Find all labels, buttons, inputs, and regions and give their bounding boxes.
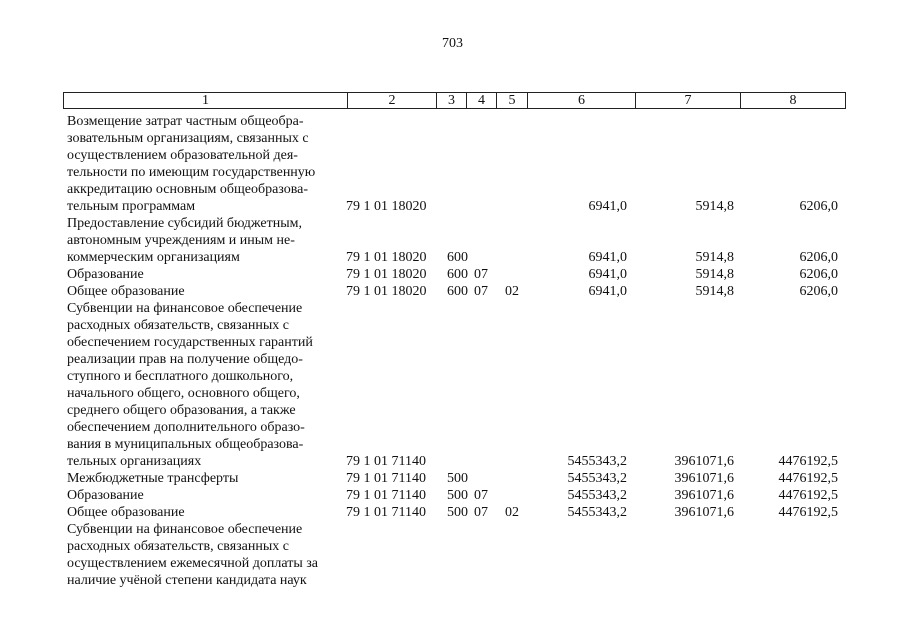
row-name-line: обеспечением государственных гарантий: [67, 335, 313, 350]
row-name-line: тельных организациях: [67, 454, 202, 469]
row-name-line: начального общего, основного общего,: [67, 386, 300, 401]
amount-year1-cell: 5455343,2: [567, 471, 627, 486]
row-name-line: коммерческим организациям: [67, 250, 240, 265]
row-name: [67, 215, 337, 266]
column-header-2: 2: [347, 93, 436, 108]
table-header: [63, 92, 846, 109]
amount-year1-cell: 6941,0: [588, 199, 627, 214]
row-name-line: тельным программам: [67, 199, 196, 214]
amount-year3-cell: 4476192,5: [778, 488, 838, 503]
row-name-line: расходных обязательств, связанных с: [67, 539, 289, 554]
code-cell: 79 1 01 18020: [346, 199, 427, 214]
row-name-line: Субвенции на финансовое обеспечение: [67, 301, 303, 316]
code-cell: 79 1 01 71140: [346, 488, 426, 503]
amount-year3-cell: 6206,0: [799, 267, 838, 282]
row-name-line: расходных обязательств, связанных с: [67, 318, 289, 333]
row-name-line: Образование: [67, 267, 144, 282]
column-header-4: 4: [466, 93, 496, 108]
row-name: [67, 283, 337, 300]
row-name: [67, 266, 337, 283]
row-name: [67, 521, 337, 589]
row-name-line: Общее образование: [67, 284, 185, 299]
row-name-line: зовательным организациям, связанных с: [67, 131, 309, 146]
row-name-line: Межбюджетные трансферты: [67, 471, 239, 486]
section-cell: 07: [474, 505, 488, 520]
row-name: [67, 504, 337, 521]
row-name-line: аккредитацию основным общеобразова-: [67, 182, 309, 197]
column-header-3: 3: [436, 93, 466, 108]
code-cell: 79 1 01 71140: [346, 471, 426, 486]
row-name-line: Субвенции на финансовое обеспечение: [67, 522, 303, 537]
amount-year3-cell: 6206,0: [799, 284, 838, 299]
expense-type-cell: 500: [447, 488, 468, 503]
expense-type-cell: 600: [447, 284, 468, 299]
row-name-line: осуществлением ежемесячной доплаты за: [67, 556, 318, 571]
expense-type-cell: 500: [447, 505, 468, 520]
amount-year3-cell: 4476192,5: [778, 454, 838, 469]
section-cell: 07: [474, 284, 488, 299]
column-header-1: 1: [202, 93, 209, 108]
amount-year1-cell: 6941,0: [588, 284, 627, 299]
row-name-line: Предоставление субсидий бюджетным,: [67, 216, 303, 231]
expense-type-cell: 500: [447, 471, 468, 486]
expense-type-cell: 600: [447, 250, 468, 265]
expense-type-cell: 600: [447, 267, 468, 282]
row-name-line: среднего общего образования, а также: [67, 403, 296, 418]
amount-year3-cell: 4476192,5: [778, 505, 838, 520]
row-name-line: вания в муниципальных общеобразова-: [67, 437, 304, 452]
row-name-line: Образование: [67, 488, 144, 503]
row-name-line: ступного и бесплатного дошкольного,: [67, 369, 294, 384]
section-cell: 07: [474, 488, 488, 503]
amount-year1-cell: 6941,0: [588, 250, 627, 265]
amount-year3-cell: 6206,0: [799, 199, 838, 214]
amount-year2-cell: 5914,8: [695, 267, 734, 282]
amount-year3-cell: 4476192,5: [778, 471, 838, 486]
amount-year1-cell: 6941,0: [588, 267, 627, 282]
amount-year2-cell: 3961071,6: [674, 488, 734, 503]
row-name-line: автономным учреждениям и иным не-: [67, 233, 295, 248]
section-cell: 07: [474, 267, 488, 282]
code-cell: 79 1 01 18020: [346, 284, 427, 299]
amount-year2-cell: 5914,8: [695, 250, 734, 265]
row-name-line: наличие учёной степени кандидата наук: [67, 573, 307, 588]
row-name-line: тельности по имеющим государственную: [67, 165, 316, 180]
row-name-line: осуществлением образовательной дея-: [67, 148, 298, 163]
row-name-line: обеспечением дополнительного образо-: [67, 420, 305, 435]
column-header-5: 5: [496, 93, 527, 108]
column-header-7: 7: [635, 93, 740, 108]
code-cell: 79 1 01 71140: [346, 505, 426, 520]
amount-year1-cell: 5455343,2: [567, 454, 627, 469]
subsection-cell: 02: [505, 505, 519, 520]
page-number: 703: [442, 36, 463, 51]
row-name-line: Возмещение затрат частным общеобра-: [67, 114, 304, 129]
amount-year2-cell: 3961071,6: [674, 454, 734, 469]
code-cell: 79 1 01 18020: [346, 250, 427, 265]
row-name: [67, 113, 337, 215]
code-cell: 79 1 01 18020: [346, 267, 427, 282]
code-cell: 79 1 01 71140: [346, 454, 426, 469]
amount-year2-cell: 5914,8: [695, 199, 734, 214]
column-header-6: 6: [527, 93, 635, 108]
amount-year2-cell: 5914,8: [695, 284, 734, 299]
amount-year3-cell: 6206,0: [799, 250, 838, 265]
row-name-line: Общее образование: [67, 505, 185, 520]
amount-year2-cell: 3961071,6: [674, 471, 734, 486]
row-name: [67, 300, 337, 470]
row-name-line: реализации прав на получение общедо-: [67, 352, 303, 367]
row-name: [67, 487, 337, 504]
amount-year2-cell: 3961071,6: [674, 505, 734, 520]
column-header-8: 8: [740, 93, 845, 108]
row-name: [67, 470, 337, 487]
amount-year1-cell: 5455343,2: [567, 505, 627, 520]
amount-year1-cell: 5455343,2: [567, 488, 627, 503]
subsection-cell: 02: [505, 284, 519, 299]
